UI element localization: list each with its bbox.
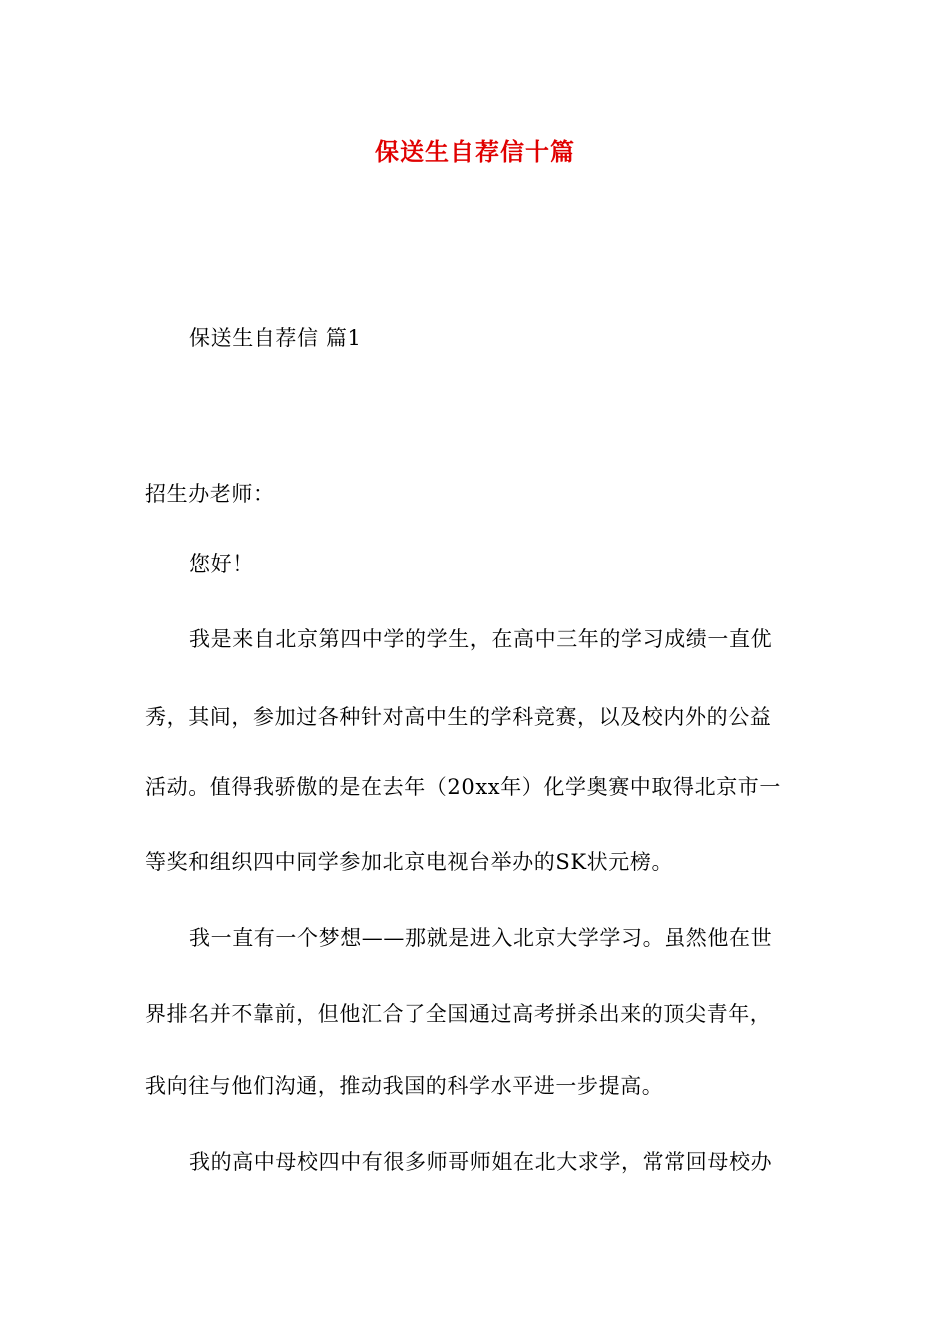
section-heading: 保送生自荐信 篇1: [189, 326, 362, 350]
paragraph-line: 我一直有一个梦想——那就是进入北京大学学习。虽然他在世: [189, 926, 773, 950]
paragraph-line: 秀，其间，参加过各种针对高中生的学科竞赛，以及校内外的公益: [145, 705, 772, 729]
paragraph-line: 等奖和组织四中同学参加北京电视台举办的SK状元榜。: [145, 850, 674, 874]
paragraph-line: 我的高中母校四中有很多师哥师姐在北大求学，常常回母校办: [189, 1150, 773, 1174]
document-title: 保送生自荐信十篇: [375, 137, 575, 166]
paragraph-line: 活动。值得我骄傲的是在去年（20xx年）化学奥赛中取得北京市一: [145, 775, 782, 799]
paragraph-line: 界排名并不靠前，但他汇合了全国通过高考拼杀出来的顶尖青年，: [145, 1002, 772, 1026]
paragraph-line: 我向往与他们沟通，推动我国的科学水平进一步提高。: [145, 1074, 664, 1098]
paragraph-line: 我是来自北京第四中学的学生，在高中三年的学习成绩一直优: [189, 627, 773, 651]
greeting: 您好！: [189, 552, 254, 576]
salutation: 招生办老师：: [145, 482, 275, 506]
